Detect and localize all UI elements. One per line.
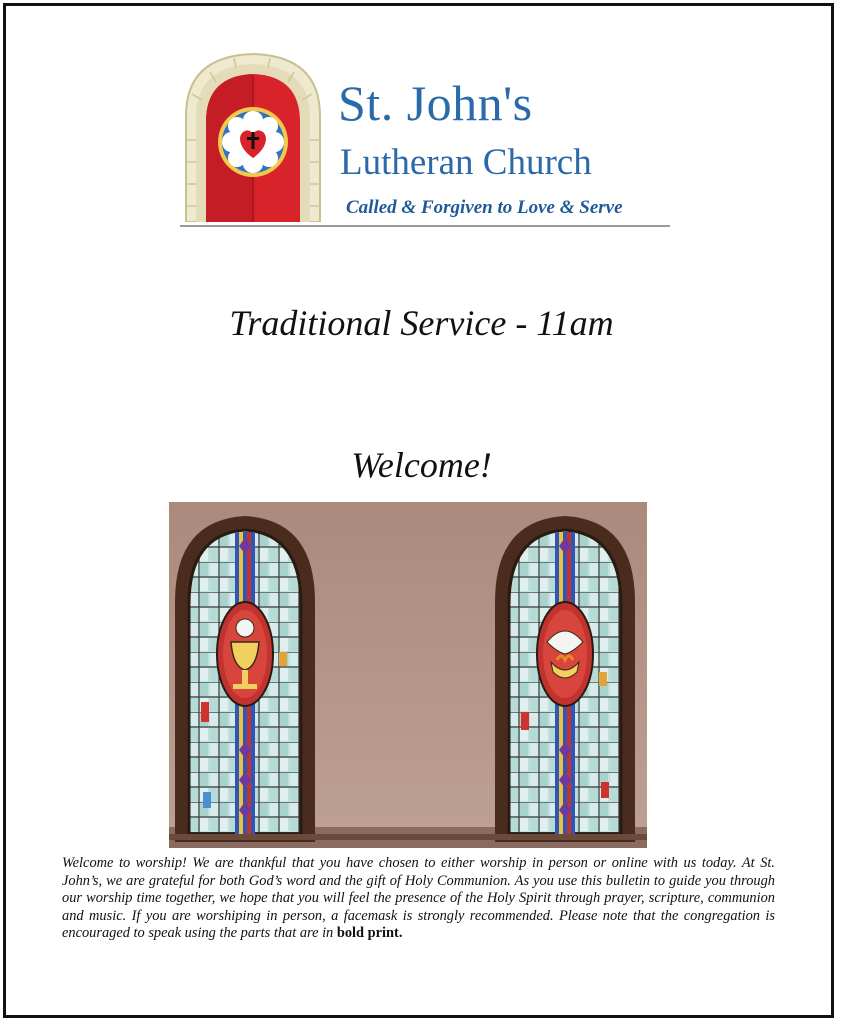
church-subtitle: Lutheran Church — [340, 142, 592, 183]
church-logo — [180, 50, 670, 230]
logo-divider — [180, 225, 670, 227]
church-tagline: Called & Forgiven to Love & Serve — [346, 197, 623, 218]
welcome-paragraph — [62, 855, 775, 943]
luther-rose-door-icon — [182, 50, 324, 222]
welcome-title: Welcome! — [351, 445, 492, 485]
stained-glass-photo — [169, 502, 647, 848]
church-name: St. John's — [338, 75, 533, 131]
left-window — [175, 516, 315, 842]
bold-print-text: bold print — [336, 925, 399, 941]
right-window — [495, 516, 635, 842]
service-title: Traditional Service - 11am — [229, 303, 614, 343]
bold-print-period: . — [398, 925, 403, 941]
welcome-paragraph-text: Welcome to worship! We are thankful that you have chosen to either worship in person or online with us today. At St. John’s, we are grateful for both God’s word and the gift of Holy Communion. As you use this bulletin to guide you through our worship time together, we hope that you will feel the presence of the Holy Spirit through prayer, scripture, communion and music. If you are worshiping in person, a facemask is strongly recommended. Please note that the congregation is encouraged to speak using the parts that are in — [62, 855, 775, 941]
